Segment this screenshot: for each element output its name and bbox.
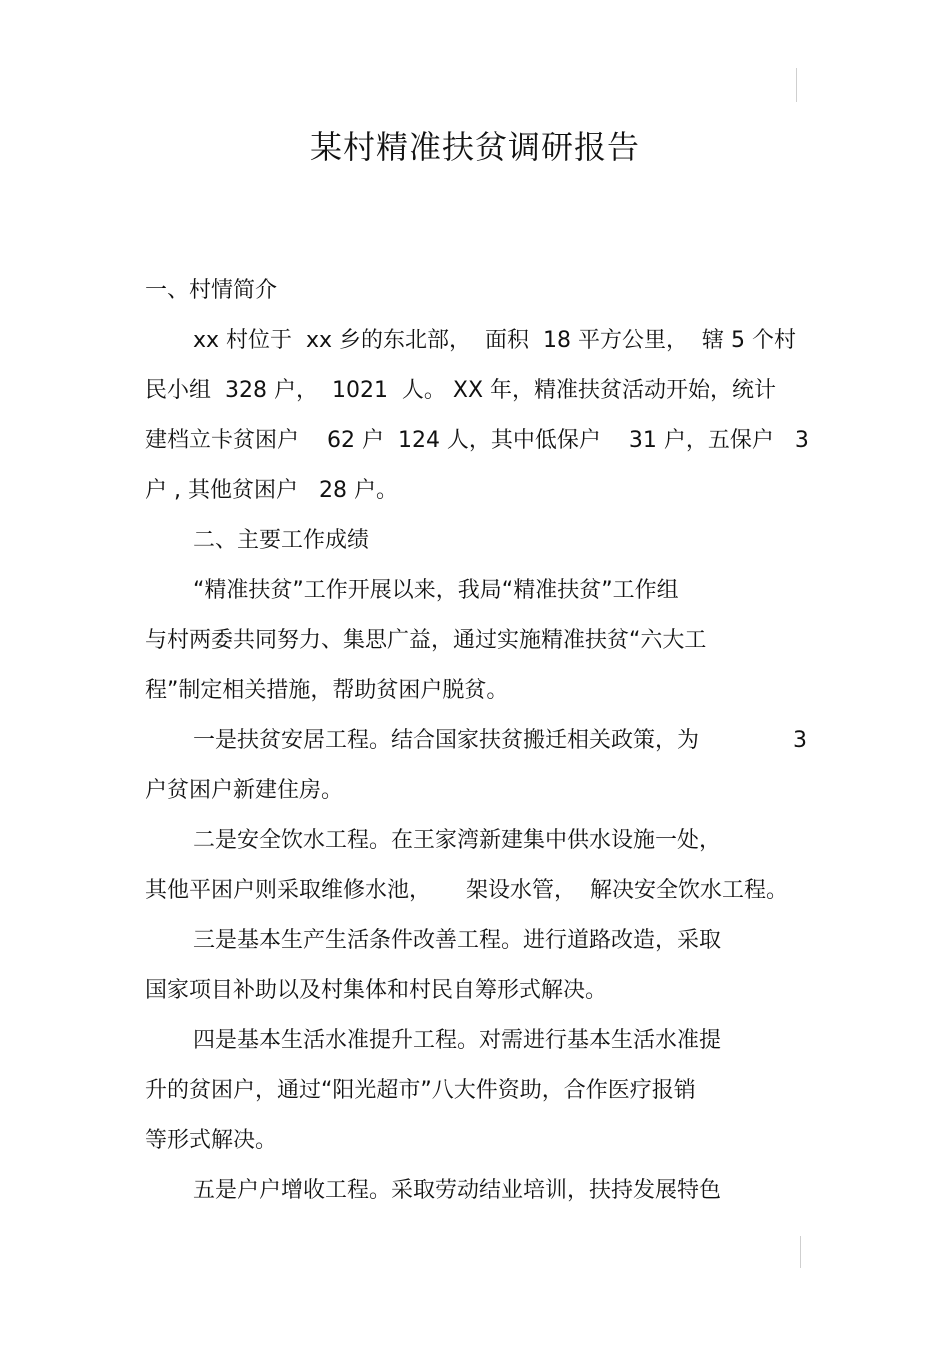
paragraph-line: 等形式解决。 — [145, 1128, 278, 1153]
paragraph-line: 一是扶贫安居工程。结合国家扶贫搬迁相关政策，为 — [193, 728, 700, 753]
paragraph-line: 3 — [793, 728, 807, 753]
section-heading: 一、村情简介 — [145, 278, 278, 303]
paragraph-line: 户 , 其他贫困户 28 户。 — [145, 478, 398, 503]
paragraph-line: 国家项目补助以及村集体和村民自筹形式解决。 — [145, 978, 608, 1003]
paragraph-line: 三是基本生产生活条件改善工程。进行道路改造，采取 — [193, 928, 722, 953]
paragraph-line: 程”制定相关措施，帮助贫困户脱贫。 — [145, 678, 509, 703]
paragraph-line: xx 村位于 xx 乡的东北部， 面积 18 平方公里， 辖 5 个村 — [193, 328, 796, 353]
paragraph-line: 建档立卡贫困户 62 户 124 人，其中低保户 31 户，五保户 3 — [145, 428, 809, 453]
paragraph-line: 四是基本生活水准提升工程。对需进行基本生活水准提 — [193, 1028, 722, 1053]
paragraph-line: 五是户户增收工程。采取劳动结业培训，扶持发展特色 — [193, 1178, 722, 1203]
paragraph-line: 其他平困户则采取维修水池， 架设水管， 解决安全饮水工程。 — [145, 878, 788, 903]
paragraph-line: 与村两委共同努力、集思广益，通过实施精准扶贫“六大工 — [145, 628, 707, 653]
paragraph-line: 升的贫困户，通过“阳光超市”八大件资助，合作医疗报销 — [145, 1078, 696, 1103]
document-title: 某村精准扶贫调研报告 — [309, 128, 640, 166]
paragraph-line: 户贫困户新建住房。 — [145, 778, 344, 803]
section-heading: 二、主要工作成绩 — [193, 528, 370, 553]
paragraph-line: 二是安全饮水工程。在王家湾新建集中供水设施一处， — [193, 828, 722, 853]
top-right-corner-mark — [796, 68, 797, 102]
paragraph-line: 民小组 328 户， 1021 人。 XX 年，精准扶贫活动开始，统计 — [145, 378, 777, 403]
paragraph-line: “精准扶贫”工作开展以来，我局“精准扶贫”工作组 — [193, 578, 679, 603]
bottom-right-corner-mark — [800, 1236, 801, 1268]
